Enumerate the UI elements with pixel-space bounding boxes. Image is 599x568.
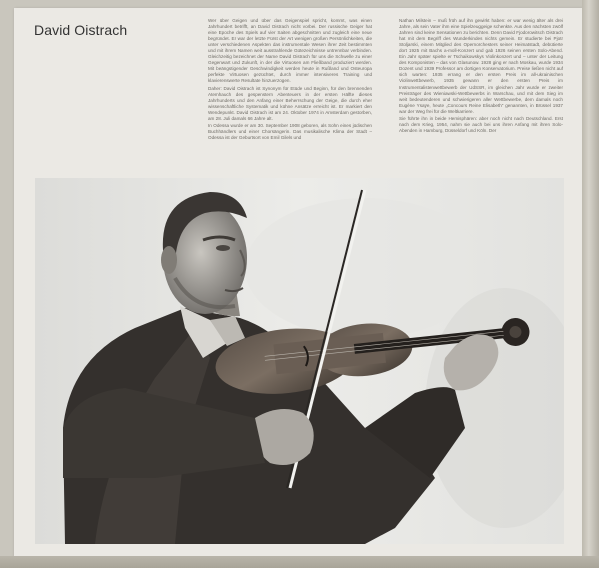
sleeve-edge-bottom	[0, 556, 599, 568]
text-column-right	[399, 18, 563, 190]
paragraph: Sie führte ihn in beide Hemisphären: aber noch nicht nach Deutschland. Erst nach dem Krieg, 1954, nahm sie auch bei uns ihren Anfang mit ihren Solo-Abenden in Hamburg, Düsseldorf und Köln. Der	[399, 115, 563, 133]
paragraph: Nathan Milstein – muß früh auf ihn gewirkt haben: er war wenig älter als drei Jahre, als sein Vater ihm eine Spielzeuggeige schenkte. Aus den nächsten zwölf Jahren sind keine Sensationen zu berichten. Denn David Fjodorowitsch Oistrach hat mit dem Begriff des Wunderkindes nichts gemein. Er studierte bei Pjotr Stoljarski, einem Mitglied des Opernorchesters seiner Heimatstadt, debütierte dort 1925 mit Bachs a-moll-Konzert und gab 1926 seinen ersten Solo-Abend. Ein Jahr später spielte er Tschaikowskys Violinkonzert und – unter der Leitung des Komponisten – das von Glasunow. 1928 ging er nach Moskau, wurde 1934 Dozent und 1939 Professor am dortigen Konservatorium. Preise ließen nicht auf sich warten: 1935 errang er den ersten Preis im all-ukrainischen Violinwettbewerb, 1935 gewann er den ersten Preis im Instrumentalistenwettbewerb der UdSSR, im gleichen Jahr wurde er zweiter Preisträger des Wieniawski-Wettbewerbs in Warschau, und mit dem Sieg im weit bedeutenderen und schwierigeren aller Wettbewerbe, dem damals noch Eugène Ysaÿe, heute „Concours Reine Elisabeth“ genannten, in Brüssel 1937 war der Weg frei für die Weltkarriere.	[399, 18, 563, 114]
violinist-photo	[35, 178, 564, 544]
text-column-left	[208, 18, 372, 190]
record-sleeve-page	[14, 8, 582, 556]
paragraph: Daher: David Oistrach ist Synonym für Etüde und Beginn, für den brennenden Atemhauch des gespenstern Abenteuers in der ersten Hälfte dieses Jahrhunderts und den Anfang einer Beherrschung der Geige, die durch eher wissenschaftliche Systematik und kühne Ansätze erreicht ist. Er markiert den Wendepunkt. David Oistrach ist am 24. Oktober 1974 in Amsterdam gestorben, am 28. Juli damals 66 Jahre alt.	[208, 85, 372, 121]
photo-illustration	[35, 178, 564, 544]
paragraph: Wer über Geigen und über das Geigenspiel spricht, kommt, was einen Jahrhundert betrifft, an David Oistrach nicht vorbei. Der russische Geiger hat eine Epoche des Spiels auf vier Saiten abgeschnitten und zugleich eine neue begründet. Er war der letzte Fürst der Art wenigen großen Persönlichkeiten, die unter verschiedenen Aspekten das instrumentale Wesen ihrer Zeit bestimmten und mit ihrem Namen weit ausstrahlende Gütezeichnisse untrennbar verbinden. Gleichzeitig bezeichnet der Name David Oistrach für uns die Schwelle zu einer Gegenwart und Zukunft, in der die Virtuosen am Fließband produziert werden. Mit beängstigender Geschwindigkeit werden heute in Rußland und Osteuropa perfekte Virtuosen gezüchtet, durch immer intensiveres Training und klavierenswerte Resultate hinzuerzogen.	[208, 18, 372, 84]
paragraph: In Odessa wurde er am 30. September 1908 geboren, als Sohn eines jüdischen Buchhändlers und einer Chorsängerin. Das musikalische Klima der Stadt – Odessa ist der Geburtsort von Emil Gilels und	[208, 122, 372, 140]
page-title: David Oistrach	[34, 22, 128, 38]
sleeve-edge-right	[582, 0, 599, 568]
